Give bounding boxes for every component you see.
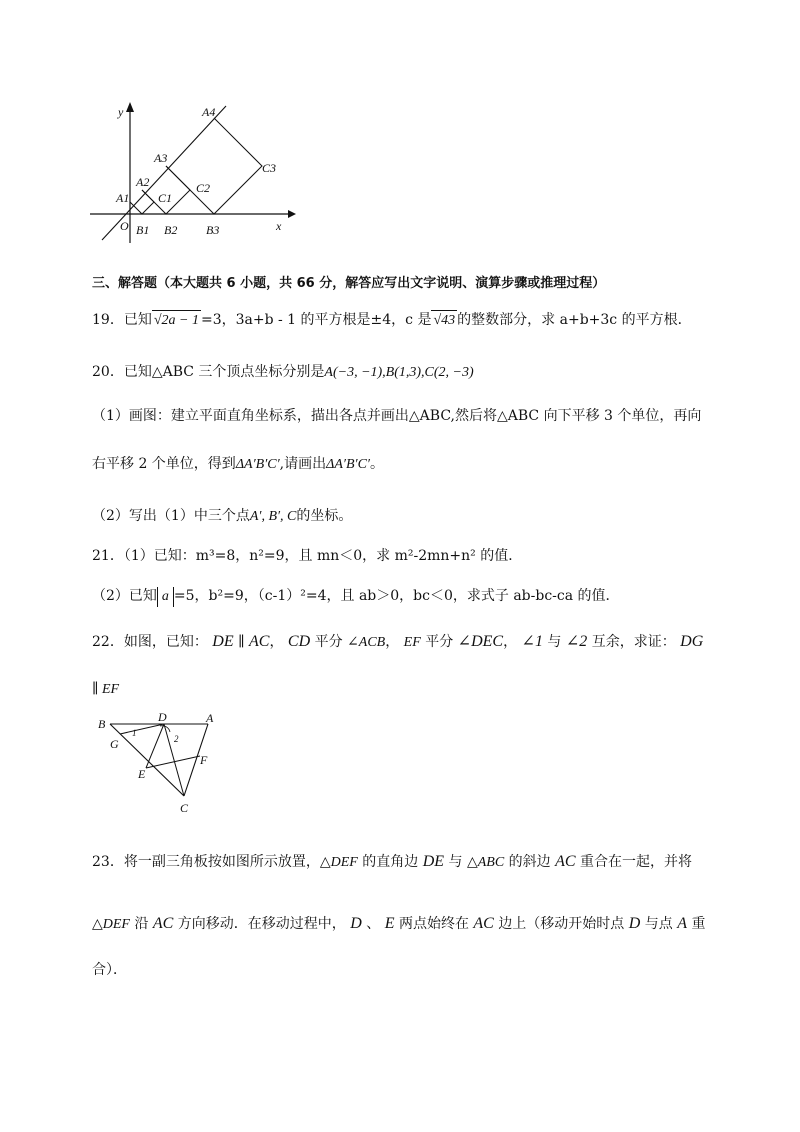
q20-tri-prime-1: ΔA′B′C′ xyxy=(235,457,280,472)
label-x: x xyxy=(276,219,282,233)
label-E: E xyxy=(138,767,146,781)
square-1 xyxy=(130,190,154,214)
q23-l2c: 、 xyxy=(366,916,381,932)
label-O: O xyxy=(120,219,129,233)
q23-AC: AC xyxy=(555,853,576,870)
line-DE xyxy=(146,724,164,768)
label-1: 1 xyxy=(132,728,137,738)
q23-DE: DE xyxy=(422,853,445,870)
q23-l2-AC: AC xyxy=(152,915,174,932)
q23-prefix: 23．将一副三角板按如图所示放置， xyxy=(92,854,320,870)
q23-t2: 与 xyxy=(448,854,463,870)
q20-part2 xyxy=(92,506,352,527)
q22-and: 与 xyxy=(547,634,562,650)
q23-D: D xyxy=(350,915,362,932)
label-C2: C2 xyxy=(196,181,211,195)
q20-p1-prefix: 右平移 2 个单位，得到 xyxy=(92,456,236,472)
q21-p2-suffix: =5，b²=9，（c-1）²=4，且 ab＞0，bc＜0，求式子 ab-bc-ca 的值． xyxy=(173,588,620,604)
q23-line1 xyxy=(92,852,692,873)
q23-l2g: 重 xyxy=(691,916,706,932)
q22-EF: EF xyxy=(403,635,421,650)
question-19 xyxy=(92,310,692,331)
label-G: G xyxy=(110,737,119,751)
q20-p2-prefix: （2）写出（1）中三个点 xyxy=(92,508,250,524)
q22-angle2: ∠2 xyxy=(565,633,588,650)
coordinate-figure xyxy=(90,98,300,246)
q20-tri-prime-2: ΔA′B′C′ xyxy=(326,457,370,472)
q23-t4: 重合在一起，并将 xyxy=(579,854,692,870)
q20-p1-end: 。 xyxy=(369,456,384,472)
q22-DEC: ∠DEC xyxy=(457,633,504,650)
q23-tri-ABC: △ABC xyxy=(466,855,505,870)
q23-l2e: 边上（移动开始时点 xyxy=(498,916,625,932)
q22-CD: CD xyxy=(287,633,311,650)
q22-angle1: ∠1 xyxy=(521,633,543,650)
label-A: A xyxy=(206,712,214,725)
q23-t3: 的斜边 xyxy=(508,854,551,870)
q20-stem: 20．已知△ABC 三个顶点坐标分别是 xyxy=(92,364,325,380)
q23-t1: 的直角边 xyxy=(362,854,419,870)
q22-parallel: ∥ xyxy=(238,635,245,650)
label-y: y xyxy=(118,105,124,119)
q22-DE: DE xyxy=(212,633,234,650)
q19-radicand: 2a − 1 xyxy=(161,313,199,328)
q22-AC: AC xyxy=(248,633,270,650)
label-A3: A3 xyxy=(154,151,168,165)
label-C1: C1 xyxy=(158,191,173,205)
q22-prefix: 22．如图，已知： xyxy=(92,634,208,650)
label-F: F xyxy=(200,753,208,767)
q23-l2a: 沿 xyxy=(134,916,149,932)
q20-p1-mid: ,请画出 xyxy=(279,456,327,472)
x-axis-arrow xyxy=(288,210,296,218)
q23-A: A xyxy=(677,915,688,932)
y-axis-arrow xyxy=(126,102,134,112)
line-DG xyxy=(120,724,164,734)
q22-DG: DG xyxy=(680,633,704,650)
label-C: C xyxy=(180,801,189,815)
q23-tri-DEF: △DEF xyxy=(319,855,358,870)
q22-complement: 互余，求证： xyxy=(591,634,676,650)
q22-sep3: ， xyxy=(503,634,518,650)
question-20-stem xyxy=(92,362,474,383)
q20-primes: A′, B′, C xyxy=(249,509,297,524)
q22-bisects2: 平分 xyxy=(425,634,454,650)
q20-points: A(−3, −1),B(1,3),C(2, −3) xyxy=(324,365,474,380)
q20-part1-line2 xyxy=(92,454,384,475)
label-B2: B2 xyxy=(164,223,178,237)
label-D: D xyxy=(158,712,167,724)
q19-mid: =3，3a+b - 1 的平方根是±4，c 是 xyxy=(200,312,432,328)
label-B: B xyxy=(98,717,106,731)
section-title: 三、解答题（本大题共 6 小题，共 66 分，解答应写出文字说明、演算步骤或推理过程） xyxy=(92,276,606,291)
q22-ACB: ∠ACB xyxy=(347,635,386,650)
q19-radical-43: √43 xyxy=(431,310,457,331)
q21-p2-prefix: （2）已知 xyxy=(92,588,157,604)
q23-line3: 合）． xyxy=(92,962,127,978)
q19-radical: √2a − 1 xyxy=(152,310,201,331)
q21-part1: 21．（1）已知：m³=8，n²=9，且 mn＜0，求 m²-2mn+n² 的值． xyxy=(92,548,523,564)
triangle-figure xyxy=(96,712,226,818)
q21-abs-a: a xyxy=(157,587,174,607)
q23-l2b: 方向移动．在移动过程中， xyxy=(177,916,346,932)
label-2: 2 xyxy=(174,734,179,744)
label-A4: A4 xyxy=(202,105,216,119)
q22-sep2: ， xyxy=(385,634,400,650)
q23-E: E xyxy=(384,915,395,932)
line-BC xyxy=(110,724,184,796)
q19-radicand-43: 43 xyxy=(441,313,456,328)
label-A1: A1 xyxy=(116,191,130,205)
q23-l2f: 与点 xyxy=(644,916,673,932)
q19-prefix: 19．已知 xyxy=(92,312,152,328)
q23-l2d: 两点始终在 xyxy=(398,916,469,932)
label-C3: C3 xyxy=(262,161,277,175)
q21-part2 xyxy=(92,586,620,607)
q19-suffix: 的整数部分，求 a+b+3c 的平方根． xyxy=(457,312,692,328)
q22-line1 xyxy=(92,632,703,653)
q20-part1-line1: （1）画图：建立平面直角坐标系，描出各点并画出△ABC,然后将△ABC 向下平移 3 个单位，再向 xyxy=(92,408,702,424)
q23-line2 xyxy=(92,914,705,935)
q22-bisects1: 平分 xyxy=(314,634,343,650)
q22-sep1: ， xyxy=(269,634,284,650)
q20-p2-suffix: 的坐标。 xyxy=(296,508,353,524)
q22-line2: ∥ EF xyxy=(92,682,120,697)
label-A2: A2 xyxy=(136,175,150,189)
q23-l2-tri: △DEF xyxy=(92,917,130,932)
label-B3: B3 xyxy=(206,223,220,237)
label-B1: B1 xyxy=(136,223,150,237)
q23-l2-AC2: AC xyxy=(473,915,494,932)
q23-D2: D xyxy=(628,915,641,932)
